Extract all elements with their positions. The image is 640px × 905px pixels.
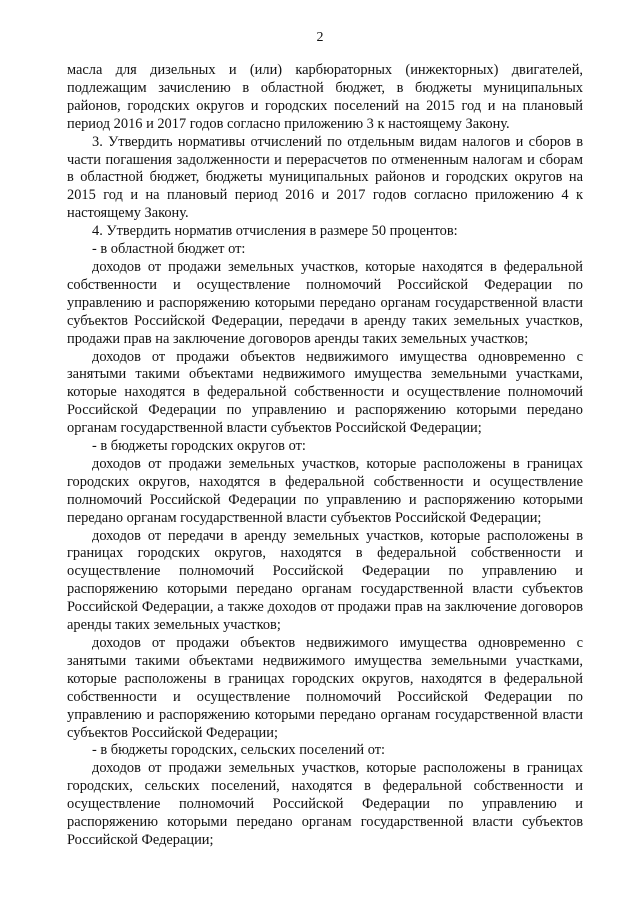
paragraph-fuel-oil-standards: масла для дизельных и (или) карбюраторных (инжекторных) двигателей, подлежащим зачислению в областной бюджет, в бюджеты муниципальных районов, городских округов и городских поселений на 2015 год и на плановый период 2016 и 2017 годов согласно приложению 3 к настоящему Закону. <box>67 62 583 132</box>
paragraph-settlements-land-sales: доходов от продажи земельных участков, которые расположены в границах городских, сельских поселений, находятся в федеральной собственности и осуществление полномочий Российской Федерации по управлению и распоряжению которыми передано органам государственной власти субъектов Российской Федерации; <box>67 760 583 848</box>
paragraph-city-districts-heading: - в бюджеты городских округов от: <box>92 438 306 455</box>
paragraph-regional-land-sales: доходов от продажи земельных участков, которые находятся в федеральной собственности и осуществление полномочий Российской Федерации по управлению и распоряжению которыми передано органам государственной власти субъектов Российской Федерации, передачи в аренду таких земельных участков, продажи прав на заключение договоров аренды таких земельных участков; <box>67 258 583 347</box>
paragraph-item-4: 4. Утвердить норматив отчисления в размере 50 процентов: <box>92 223 458 240</box>
paragraph-city-real-estate-sales: доходов от продажи объектов недвижимого имущества одновременно с занятыми такими объектами недвижимого имущества земельными участками, которые расположены в границах городских округов, находятся в федеральной собственности и осуществление полномочий Российской Федерации по управлению и распоряжению которыми передано органам государственной власти субъектов Российской Федерации; <box>67 635 583 741</box>
paragraph-regional-budget-heading: - в областной бюджет от: <box>92 241 246 258</box>
paragraph-settlements-heading: - в бюджеты городских, сельских поселений от: <box>92 742 385 759</box>
page-number: 2 <box>316 30 324 45</box>
document-body <box>67 62 583 850</box>
paragraph-regional-real-estate-sales: доходов от продажи объектов недвижимого имущества одновременно с занятыми такими объектами недвижимого имущества земельными участками, которые находятся в федеральной собственности и осуществление полномочий Российской Федерации по управлению и распоряжению которыми передано органам государственной власти субъектов Российской Федерации; <box>67 348 583 437</box>
paragraph-city-land-sales: доходов от продажи земельных участков, которые расположены в границах городских округов, находятся в федеральной собственности и осуществление полномочий Российской Федерации по управлению и распоряжению которыми передано органам государственной власти субъектов Российской Федерации; <box>67 455 583 526</box>
paragraph-item-3: 3. Утвердить нормативы отчислений по отдельным видам налогов и сборов в части погашения задолженности и перерасчетов по отмененным налогам и сборам в областной бюджет, бюджеты муниципальных районов и городских округов на 2015 год и на плановый период 2016 и 2017 годов согласно приложению 4 к настоящему Закону. <box>67 133 583 222</box>
paragraph-city-land-lease: доходов от передачи в аренду земельных участков, которые расположены в границах городских округов, находятся в федеральной собственности и осуществление полномочий Российской Федерации по управлению и распоряжению которыми передано органам государственной власти субъектов Российской Федерации, а также доходов от продажи прав на заключение договоров аренды таких земельных участков; <box>67 527 583 634</box>
